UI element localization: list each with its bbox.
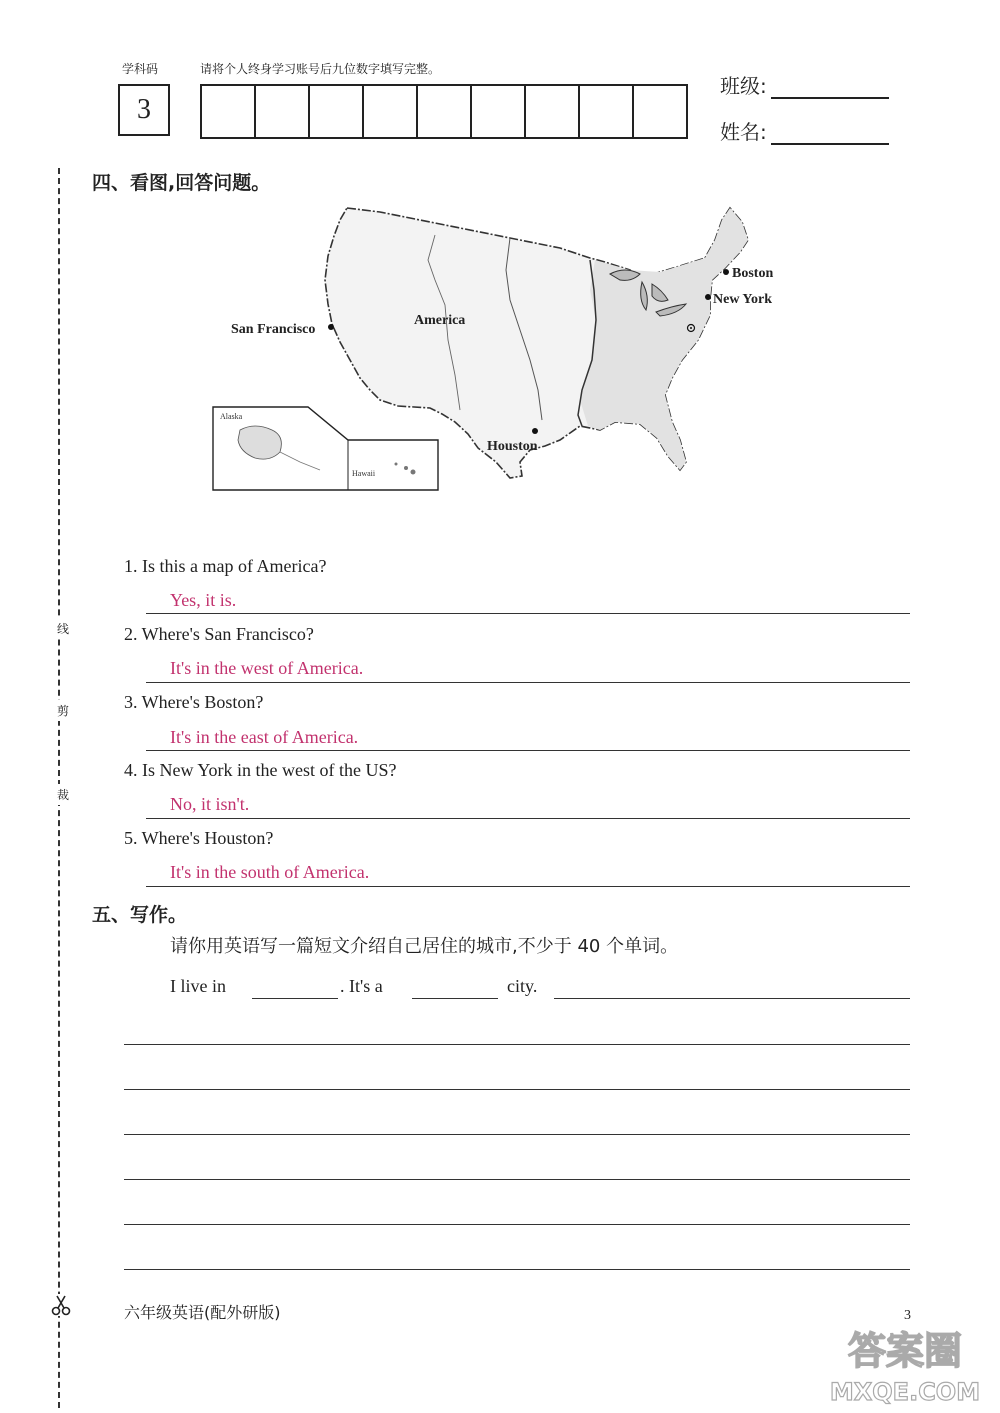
writing-line[interactable]	[124, 1044, 910, 1045]
writing-prompt-part2: . It's a	[340, 976, 383, 996]
answer-line-4[interactable]	[146, 818, 910, 819]
class-field[interactable]	[720, 70, 889, 99]
name-label: 姓名:	[720, 120, 767, 144]
usa-map	[210, 200, 810, 500]
section4-title: 四、看图,回答问题。	[92, 172, 271, 194]
digit-box[interactable]	[202, 86, 256, 137]
map-label-boston: Boston	[732, 266, 774, 281]
map-label-houston: Houston	[487, 439, 538, 454]
writing-line[interactable]	[124, 1224, 910, 1225]
answer-5: It's in the south of America.	[170, 862, 370, 882]
cut-char-jian: 剪	[56, 700, 70, 721]
writing-line[interactable]	[124, 1179, 910, 1180]
page-number: 3	[904, 1308, 911, 1323]
watermark-logo	[820, 1320, 990, 1410]
digit-box[interactable]	[472, 86, 526, 137]
inset-label-hawaii: Hawaii	[352, 469, 376, 478]
inset-label-alaska: Alaska	[220, 412, 243, 421]
san-francisco-dot	[328, 324, 334, 330]
writing-line[interactable]	[124, 1134, 910, 1135]
boston-dot	[723, 269, 729, 275]
digit-box[interactable]	[418, 86, 472, 137]
writing-prompt-part1: I live in	[170, 976, 226, 996]
subject-code-value: 3	[137, 94, 151, 125]
footer-book-title: 六年级英语(配外研版)	[124, 1303, 281, 1322]
map-label-san-francisco: San Francisco	[231, 322, 316, 337]
name-blank[interactable]	[771, 123, 889, 145]
class-blank[interactable]	[771, 77, 889, 99]
question-2: 2. Where's San Francisco?	[124, 624, 314, 644]
new-york-dot	[705, 294, 711, 300]
question-1: 1. Is this a map of America?	[124, 556, 327, 576]
answer-4: No, it isn't.	[170, 794, 250, 814]
writing-instruction: 请你用英语写一篇短文介绍自己居住的城市,不少于 40 个单词。	[170, 936, 679, 957]
class-label: 班级:	[720, 74, 767, 98]
writing-prompt-part3: city.	[507, 976, 538, 996]
scissors-icon	[50, 1294, 72, 1316]
digit-box[interactable]	[256, 86, 310, 137]
city-name-blank[interactable]	[252, 998, 338, 999]
account-instruction: 请将个人终身学习账号后九位数字填写完整。	[200, 62, 441, 76]
answer-1: Yes, it is.	[170, 590, 237, 610]
digit-box[interactable]	[526, 86, 580, 137]
subject-code-box	[118, 84, 170, 136]
answer-line-2[interactable]	[146, 682, 910, 683]
watermark-text-cn: 答案圈	[847, 1329, 963, 1373]
subject-code-label: 学科码	[122, 62, 159, 76]
answer-line-5[interactable]	[146, 886, 910, 887]
cut-char-cai: 裁	[56, 784, 70, 805]
answer-3: It's in the east of America.	[170, 727, 359, 747]
cut-char-xian: 线	[56, 618, 70, 639]
question-5: 5. Where's Houston?	[124, 828, 274, 848]
answer-line-1[interactable]	[146, 613, 910, 614]
answer-2: It's in the west of America.	[170, 658, 364, 678]
section5-title: 五、写作。	[92, 904, 188, 926]
digit-box[interactable]	[634, 86, 686, 137]
houston-dot	[532, 428, 538, 434]
writing-line[interactable]	[124, 1269, 910, 1270]
digit-box[interactable]	[364, 86, 418, 137]
account-digit-boxes[interactable]	[200, 84, 688, 139]
writing-line[interactable]	[124, 1089, 910, 1090]
answer-line-3[interactable]	[146, 750, 910, 751]
question-3: 3. Where's Boston?	[124, 692, 264, 712]
watermark-text-url: MXQE.COM	[829, 1378, 981, 1406]
digit-box[interactable]	[580, 86, 634, 137]
writing-line-first[interactable]	[554, 998, 910, 999]
city-adjective-blank[interactable]	[412, 998, 498, 999]
map-label-new-york: New York	[713, 292, 772, 307]
name-field[interactable]	[720, 116, 889, 145]
map-label-america: America	[414, 313, 466, 328]
question-4: 4. Is New York in the west of the US?	[124, 760, 397, 780]
digit-box[interactable]	[310, 86, 364, 137]
